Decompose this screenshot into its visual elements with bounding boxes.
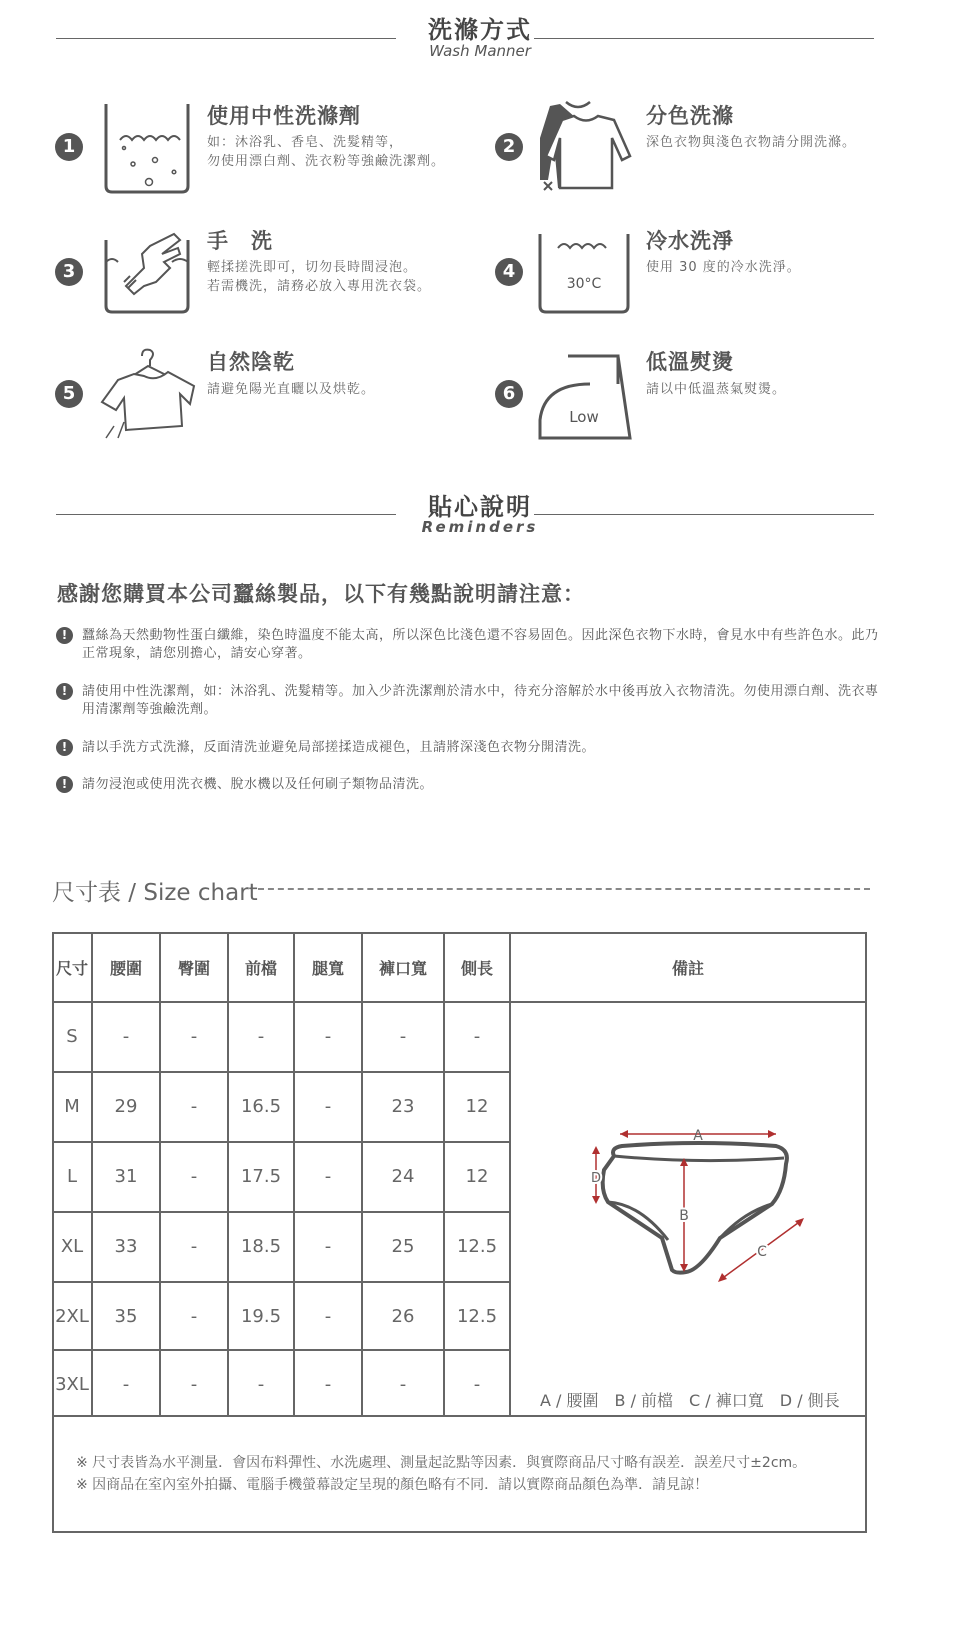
table-cell: 18.5 <box>240 1236 282 1257</box>
detergent-basin-icon <box>100 100 200 196</box>
step-number-5: 5 <box>55 380 83 408</box>
table-cell: - <box>190 1374 198 1395</box>
table-border-right <box>865 932 867 1533</box>
wash-item-title-3: 手 洗 <box>207 229 273 253</box>
wash-item-title-2: 分色洗滌 <box>646 104 734 128</box>
table-cell: - <box>324 1236 332 1257</box>
reminders-heading: 感謝您購買本公司蠶絲製品，以下有幾點說明請注意： <box>57 582 585 606</box>
table-notes-divider <box>52 1415 867 1417</box>
table-cell: 12.5 <box>456 1306 498 1327</box>
wash-section-subtitle: Wash Manner <box>429 42 531 60</box>
table-cell: 35 <box>114 1306 138 1327</box>
table-cell: - <box>122 1374 130 1395</box>
table-cell: - <box>324 1166 332 1187</box>
table-cell: - <box>190 1026 198 1047</box>
step-number-1: 1 <box>55 133 83 161</box>
table-header-cell: 腿寬 <box>311 959 344 978</box>
table-border-top <box>52 932 867 934</box>
diagram-label-a: A <box>693 1128 703 1144</box>
exclamation-icon: ! <box>56 627 73 644</box>
size-chart-title: 尺寸表 / Size chart <box>52 880 258 906</box>
table-header-cell: 褲口寬 <box>378 959 427 978</box>
table-cell: - <box>122 1026 130 1047</box>
wash-item-desc-5: 請避免陽光直曬以及烘乾。 <box>207 382 376 397</box>
wash-item-title-1: 使用中性洗滌劑 <box>207 104 361 128</box>
briefs-measurement-diagram <box>580 1120 840 1290</box>
table-cell: 16.5 <box>240 1096 282 1117</box>
shade-dry-icon <box>98 346 198 442</box>
table-header-divider <box>52 1001 867 1003</box>
wash-item-title-6: 低溫熨燙 <box>646 350 734 374</box>
cold-water-temp-label: 30°C <box>566 276 602 292</box>
reminder-text: 請以手洗方式洗滌，反面清洗並避免局部搓揉造成褪色，且請將深淺色衣物分開清洗。 <box>82 740 596 755</box>
step-number-4: 4 <box>495 258 523 286</box>
diagram-label-d: D <box>590 1171 602 1186</box>
table-cell: 24 <box>391 1166 415 1187</box>
table-cell: 29 <box>114 1096 138 1117</box>
table-row-divider <box>52 1349 510 1351</box>
table-cell: 23 <box>391 1096 415 1117</box>
table-cell: M <box>64 1096 80 1117</box>
wash-item-desc-4: 使用 30 度的冷水洗淨。 <box>646 260 801 275</box>
table-border-left <box>52 932 54 1533</box>
hand-wash-icon <box>100 224 200 320</box>
reminder-text: 蠶絲為天然動物性蛋白纖維，染色時溫度不能太高，所以深色比淺色還不容易固色。因此深色衣物下水時，會見水中有些許色水。此乃正常現象，請您別擔心，請安心穿著。 <box>82 628 879 661</box>
exclamation-icon: ! <box>56 739 73 756</box>
table-header-cell: 尺寸 <box>55 959 88 978</box>
table-cell: - <box>399 1374 407 1395</box>
table-cell: 25 <box>391 1236 415 1257</box>
size-chart-note: ※ 因商品在室內室外拍攝、電腦手機螢幕設定呈現的顏色略有不同．請以實際商品顏色為準．請見諒！ <box>76 1477 709 1493</box>
table-cell: 17.5 <box>240 1166 282 1187</box>
table-cell: - <box>257 1026 265 1047</box>
table-cell: XL <box>60 1236 84 1257</box>
table-cell: - <box>473 1026 481 1047</box>
exclamation-icon: ! <box>56 683 73 700</box>
iron-temp-label: Low <box>569 408 599 426</box>
table-cell: 2XL <box>55 1306 89 1327</box>
wash-item-desc-1: 如：沐浴乳、香皂、洗髮精等， 勿使用漂白劑、洗衣粉等強鹼洗潔劑。 <box>207 135 446 169</box>
table-cell: - <box>324 1026 332 1047</box>
step-number-6: 6 <box>495 380 523 408</box>
table-cell: - <box>190 1166 198 1187</box>
table-cell: 3XL <box>55 1374 89 1395</box>
table-cell: 31 <box>114 1166 138 1187</box>
table-cell: 33 <box>114 1236 138 1257</box>
table-cell: 26 <box>391 1306 415 1327</box>
table-cell: S <box>66 1026 78 1047</box>
size-chart-legend: A / 腰圍 B / 前檔 C / 褲口寬 D / 側長 <box>540 1391 840 1410</box>
size-chart-notes <box>76 1452 806 1496</box>
table-cell: 12 <box>465 1166 489 1187</box>
exclamation-icon: ! <box>56 776 73 793</box>
diagram-label-b: B <box>679 1208 689 1224</box>
reminders-section-subtitle: Reminders <box>421 518 539 536</box>
size-chart-note: ※ 尺寸表皆為水平測量．會因布料彈性、水洗處理、測量起訖點等因素．與實際商品尺寸略有誤差．誤差尺寸±2cm。 <box>76 1455 807 1471</box>
table-header-cell: 側長 <box>460 959 493 978</box>
wash-item-desc-3: 輕揉搓洗即可，切勿長時間浸泡。 若需機洗，請務必放入專用洗衣袋。 <box>207 260 432 294</box>
cold-water-icon <box>536 224 636 320</box>
table-row-divider <box>52 1281 510 1283</box>
table-cell: - <box>257 1374 265 1395</box>
diagram-label-c: C <box>757 1244 767 1260</box>
wash-item-desc-2: 深色衣物與淺色衣物請分開洗滌。 <box>646 135 857 150</box>
table-cell: - <box>190 1096 198 1117</box>
table-header-cell: 腰圍 <box>109 959 142 978</box>
wash-item-desc-6: 請以中低溫蒸氣熨燙。 <box>646 382 787 397</box>
size-chart-dashed-rule <box>258 888 870 890</box>
reminder-item <box>56 739 886 757</box>
reminder-text: 請使用中性洗潔劑，如：沐浴乳、洗髮精等。加入少許洗潔劑於清水中，待充分溶解於水中後再放入衣物清洗。勿使用漂白劑、洗衣專用清潔劑等強鹼洗劑。 <box>82 684 879 717</box>
table-cell: 19.5 <box>240 1306 282 1327</box>
table-cell: - <box>324 1306 332 1327</box>
wash-item-title-4: 冷水洗淨 <box>646 229 734 253</box>
table-row-divider <box>52 1211 510 1213</box>
table-row-divider <box>52 1141 510 1143</box>
table-cell: - <box>473 1374 481 1395</box>
wash-item-title-5: 自然陰乾 <box>207 350 295 374</box>
iron-low-icon <box>536 350 636 440</box>
table-cell: - <box>190 1306 198 1327</box>
table-cell: - <box>324 1374 332 1395</box>
separate-colors-icon <box>536 98 636 198</box>
table-header-cell: 臀圍 <box>177 959 210 978</box>
table-cell: - <box>324 1096 332 1117</box>
reminder-item <box>56 627 886 663</box>
table-cell: 12.5 <box>456 1236 498 1257</box>
reminders-section-title: 貼心說明 <box>428 493 532 521</box>
table-header-cell: 前檔 <box>244 959 277 978</box>
table-cell: - <box>190 1236 198 1257</box>
wash-section-title: 洗滌方式 <box>428 16 532 44</box>
table-cell: 12 <box>465 1096 489 1117</box>
reminder-item <box>56 776 886 794</box>
reminder-item <box>56 683 886 719</box>
step-number-2: 2 <box>495 133 523 161</box>
table-cell: L <box>66 1166 78 1187</box>
table-border-bottom <box>52 1531 867 1533</box>
table-row-divider <box>52 1071 510 1073</box>
reminder-text: 請勿浸泡或使用洗衣機、脫水機以及任何刷子類物品清洗。 <box>82 777 434 792</box>
table-header-cell: 備註 <box>671 959 704 978</box>
table-cell: - <box>399 1026 407 1047</box>
step-number-3: 3 <box>55 258 83 286</box>
